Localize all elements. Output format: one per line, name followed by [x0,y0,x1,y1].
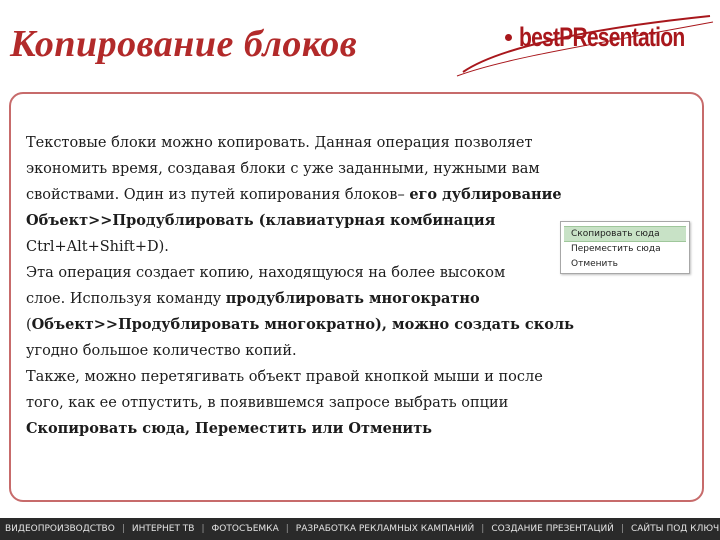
body-text [26,130,606,442]
footer-item-video[interactable]: ВИДЕОПРОИЗВОДСТВО [5,524,115,534]
footer-separator: | [481,524,485,534]
body-line: Также, можно перетягивать объект правой кнопкой мыши и после [26,369,543,385]
body-line: Эта операция создает копию, находящуюся на более высоком [26,265,506,281]
logo-text: bestPResentation [519,22,685,52]
body-line: экономить время, создавая блоки с уже заданными, нужными вам [26,161,540,177]
body-line: слое. Используя команду продублировать многократно [26,290,480,307]
menu-item-copy-here[interactable]: Скопировать сюда [564,226,686,242]
footer-separator: | [620,524,624,534]
footer-bar [0,518,720,540]
context-menu [560,221,690,274]
body-line: свойствами. Один из путей копирования блоков– его дублирование [26,186,562,203]
footer-separator: | [201,524,205,534]
footer-separator: | [121,524,125,534]
body-line: Объект>>Продублировать (клавиатурная комбинация [26,212,496,229]
brand-logo [455,10,717,80]
footer-item-internet-tv[interactable]: ИНТЕРНЕТ ТВ [131,524,195,534]
body-line: Текстовые блоки можно копировать. Данная операция позволяет [26,135,533,151]
footer-separator: | [285,524,289,534]
logo-dot-icon [505,34,512,41]
body-line: того, как ее отпустить, в появившемся запросе выбрать опции [26,395,509,411]
footer-item-websites[interactable]: САЙТЫ ПОД КЛЮЧ [630,524,720,534]
body-line: Скопировать сюда, Переместить или Отменить [26,420,433,437]
footer-item-photo[interactable]: ФОТОСЪЕМКА [211,524,279,534]
body-line: (Объект>>Продублировать многократно), можно создать сколь [26,316,574,333]
footer-item-presentations[interactable]: СОЗДАНИЕ ПРЕЗЕНТАЦИЙ [491,524,614,534]
menu-item-cancel[interactable]: Отменить [571,259,618,269]
body-line: угодно большое количество копий. [26,343,297,359]
body-line: Ctrl+Alt+Shift+D). [26,239,169,255]
footer-item-ad-campaigns[interactable]: РАЗРАБОТКА РЕКЛАМНЫХ КАМПАНИЙ [295,524,475,534]
slide-title: Копирование блоков [10,23,358,65]
menu-item-move-here[interactable]: Переместить сюда [571,244,661,254]
